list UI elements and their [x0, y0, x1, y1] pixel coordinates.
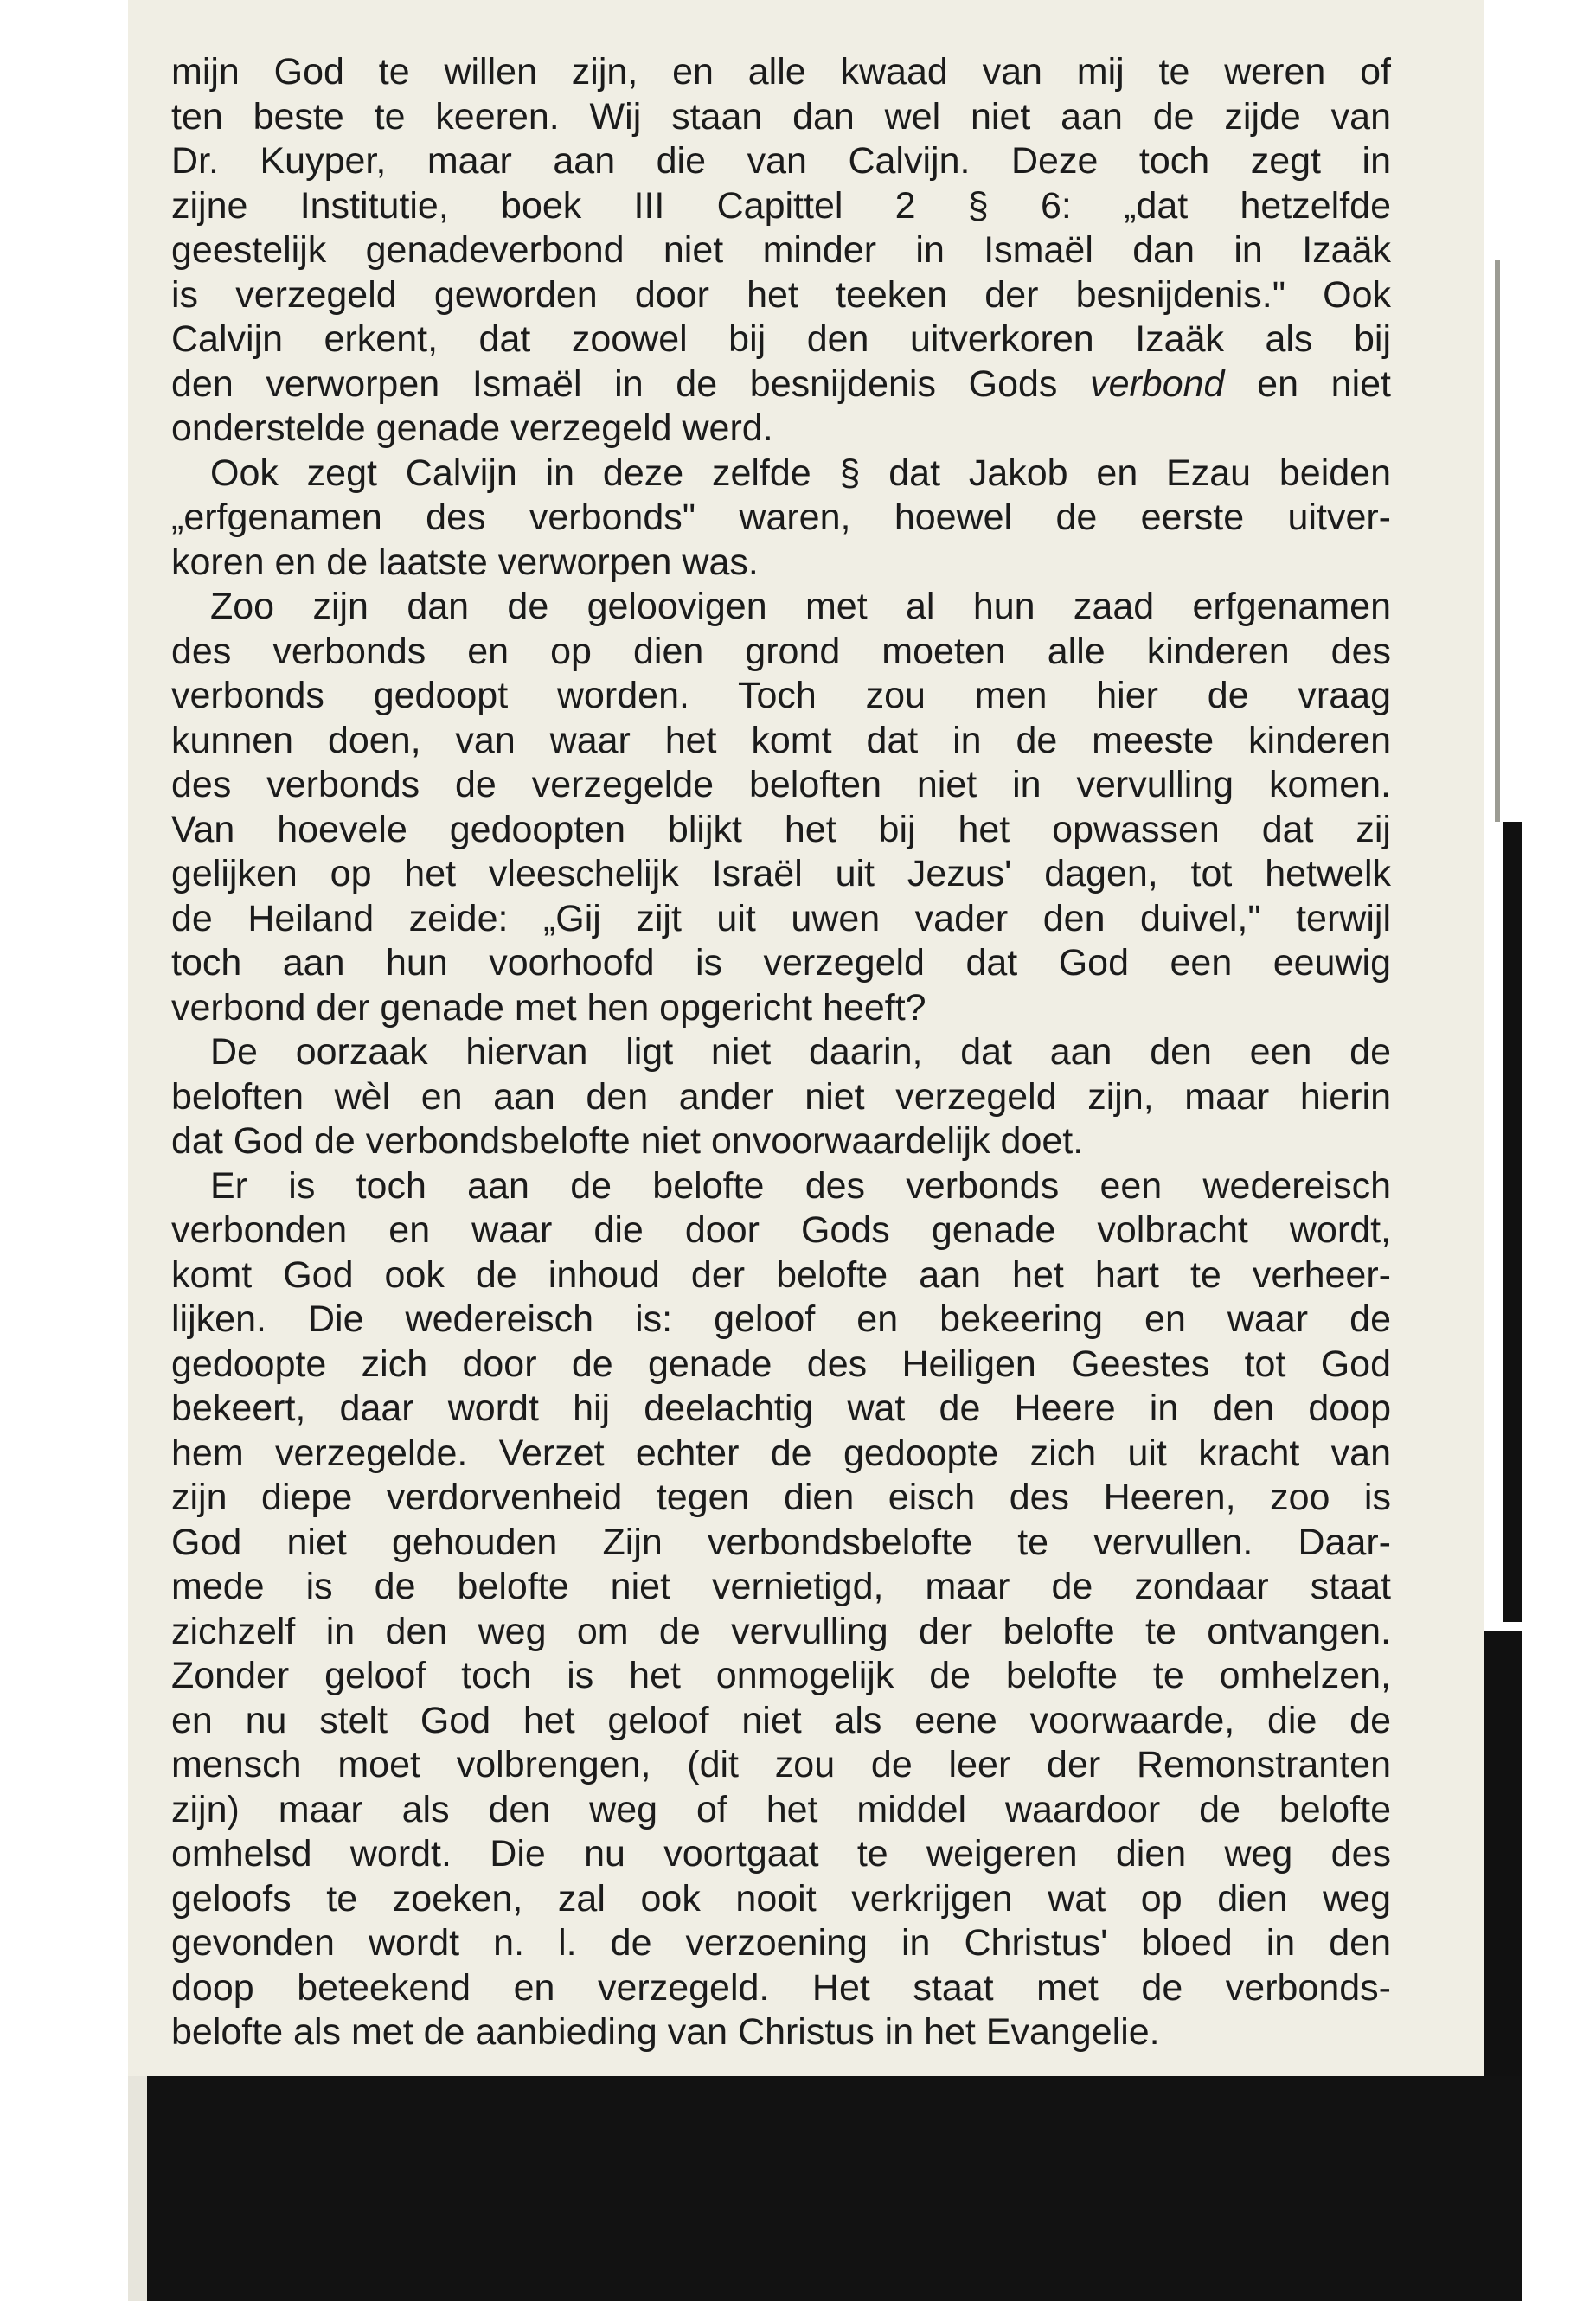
text-line: doop beteekend en verzegeld. Het staat met de verbonds-	[171, 1966, 1391, 2009]
text-line: Van hoevele gedoopten blijkt het bij het opwassen dat zij	[171, 808, 1391, 850]
text-line: Zonder geloof toch is het onmogelijk de belofte te omhelzen,	[171, 1655, 1391, 1696]
scan-bottom-band	[128, 2076, 1522, 2301]
text-line: Calvijn erkent, dat zoowel bij den uitverkoren Izaäk als bij	[171, 318, 1391, 360]
text-line: hem verzegelde. Verzet echter de gedoopte zich uit kracht van	[171, 1432, 1391, 1474]
text-line: „erfgenamen des verbonds" waren, hoewel de eerste uitver-	[171, 497, 1391, 538]
text-line: koren en de laatste verworpen was.	[171, 541, 759, 583]
text-line: mijn God te willen zijn, en alle kwaad van mij te weren of	[171, 51, 1391, 93]
text-line: beloften wèl en aan den ander niet verzegeld zijn, maar hierin	[171, 1075, 1391, 1118]
text-line: komt God ook de inhoud der belofte aan het hart te verheer-	[171, 1253, 1391, 1296]
text-line: zijne Institutie, boek III Capittel 2 § 6: „dat hetzelfde	[171, 184, 1391, 227]
text-line: zijn diepe verdorvenheid tegen dien eisch des Heeren, zoo is	[171, 1477, 1391, 1518]
text-segment: den verworpen Ismaël in de besnijdenis Gods	[171, 362, 1091, 405]
text-line: zijn) maar als den weg of het middel waardoor de belofte	[171, 1788, 1391, 1830]
text-line: de Heiland zeide: „Gij zijt uit uwen vader den duivel," terwijl	[171, 897, 1391, 939]
text-line: des verbonds de verzegelde beloften niet in vervulling komen.	[171, 764, 1391, 805]
text-line: omhelsd wordt. Die nu voortgaat te weigeren dien weg des	[171, 1833, 1391, 1875]
text-line: kunnen doen, van waar het komt dat in de meeste kinderen	[171, 719, 1391, 761]
binding-edge-upper	[1503, 822, 1522, 1622]
text-line: Dr. Kuyper, maar aan die van Calvijn. Deze toch zegt in	[171, 140, 1391, 182]
text-line: gedoopte zich door de genade des Heiligen Geestes tot God	[171, 1343, 1391, 1385]
text-line: lijken. Die wedereisch is: geloof en bekeering en waar de	[171, 1298, 1391, 1340]
text-line: mensch moet volbrengen, (dit zou de leer der Remonstranten	[171, 1744, 1391, 1785]
text-line: verbond der genade met hen opgericht heeft?	[171, 986, 926, 1029]
text-line: dat God de verbondsbelofte niet onvoorwaardelijk doet.	[171, 1120, 1084, 1162]
text-line: toch aan hun voorhoofd is verzegeld dat God een eeuwig	[171, 942, 1391, 984]
text-line: geestelijk genadeverbond niet minder in Ismaël dan in Izaäk	[171, 229, 1391, 271]
text-line: geloofs te zoeken, zal ook nooit verkrijgen wat op dien weg	[171, 1877, 1391, 1920]
text-line: en nu stelt God het geloof niet als eene voorwaarde, die de	[171, 1699, 1391, 1741]
text-line: ten beste te keeren. Wij staan dan wel niet aan de zijde van	[171, 95, 1391, 138]
text-line: verbonden en waar die door Gods genade volbracht wordt,	[171, 1209, 1391, 1251]
text-line: zichzelf in den weg om de vervulling der belofte te ontvangen.	[171, 1610, 1391, 1652]
text-line: bekeert, daar wordt hij deelachtig wat de Heere in den doop	[171, 1388, 1391, 1429]
text-line: mede is de belofte niet vernietigd, maar de zondaar staat	[171, 1566, 1391, 1607]
text-line: des verbonds en op dien grond moeten alle kinderen des	[171, 630, 1391, 672]
text-line: gevonden wordt n. l. de verzoening in Christus' bloed in den	[171, 1922, 1391, 1964]
text-line: onderstelde genade verzegeld werd.	[171, 407, 773, 449]
page-edge-shadow	[1495, 260, 1500, 822]
paragraph-start-line: Er is toch aan de belofte des verbonds een wedereisch	[210, 1164, 1391, 1207]
emphasis-verbond: verbond	[1090, 362, 1225, 405]
scan-bottom-margin	[128, 2076, 147, 2301]
paragraph-start-line: Ook zegt Calvijn in deze zelfde § dat Jakob en Ezau beiden	[210, 452, 1391, 494]
paragraph-start-line: De oorzaak hiervan ligt niet daarin, dat aan den een de	[210, 1031, 1391, 1073]
text-line: is verzegeld geworden door het teeken der besnijdenis." Ook	[171, 273, 1391, 316]
text-line: verbonds gedoopt worden. Toch zou men hier de vraag	[171, 675, 1391, 716]
text-line-with-emphasis	[171, 362, 1391, 407]
paragraph-start-line: Zoo zijn dan de geloovigen met al hun zaad erfgenamen	[210, 586, 1391, 627]
text-line: gelijken op het vleeschelijk Israël uit Jezus' dagen, tot hetwelk	[171, 853, 1391, 894]
text-line: God niet gehouden Zijn verbondsbelofte te vervullen. Daar-	[171, 1521, 1391, 1563]
text-segment: en niet	[1224, 362, 1391, 405]
text-line: belofte als met de aanbieding van Christus in het Evangelie.	[171, 2011, 1160, 2053]
body-text	[171, 50, 1391, 2055]
